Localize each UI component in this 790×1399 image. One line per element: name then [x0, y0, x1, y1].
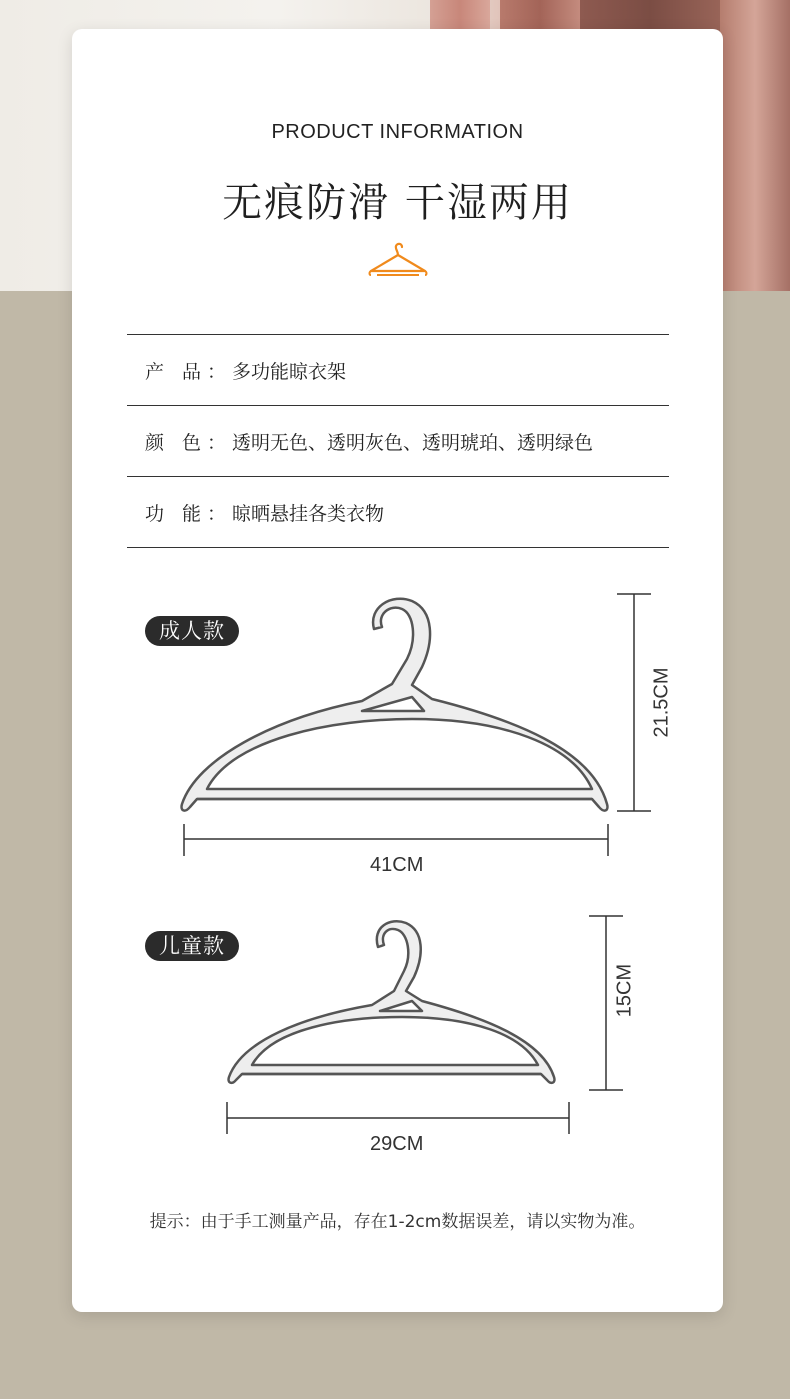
child-width-label: 29CM	[370, 1133, 424, 1155]
adult-height-label: 21.5CM	[650, 667, 673, 738]
child-hanger-illustration	[229, 921, 555, 1083]
child-size-badge: 儿童款	[145, 931, 239, 961]
child-height-label: 15CM	[613, 963, 636, 1018]
hanger-diagrams	[72, 29, 723, 1312]
section-title: 无痕防滑 干湿两用	[222, 180, 573, 226]
info-value: 透明无色、透明灰色、透明琥珀、透明绿色	[232, 431, 594, 454]
info-value: 晾晒悬挂各类衣物	[232, 502, 385, 525]
adult-size-badge: 成人款	[145, 616, 239, 646]
child-width-dimension	[227, 1102, 569, 1134]
section-subtitle: PRODUCT INFORMATION	[271, 121, 524, 143]
adult-height-dimension	[617, 594, 651, 811]
info-value: 多功能晾衣架	[232, 360, 347, 383]
adult-width-dimension	[184, 824, 608, 856]
adult-hanger-illustration	[182, 599, 608, 811]
info-key: 颜 色：	[145, 431, 233, 454]
measurement-note: 提示：由于手工测量产品，存在1-2cm数据误差，请以实物为准。	[149, 1212, 646, 1232]
adult-width-label: 41CM	[370, 854, 424, 876]
info-key: 功 能：	[145, 502, 233, 525]
product-info-card	[72, 29, 723, 1312]
info-key: 产 品：	[145, 360, 233, 383]
